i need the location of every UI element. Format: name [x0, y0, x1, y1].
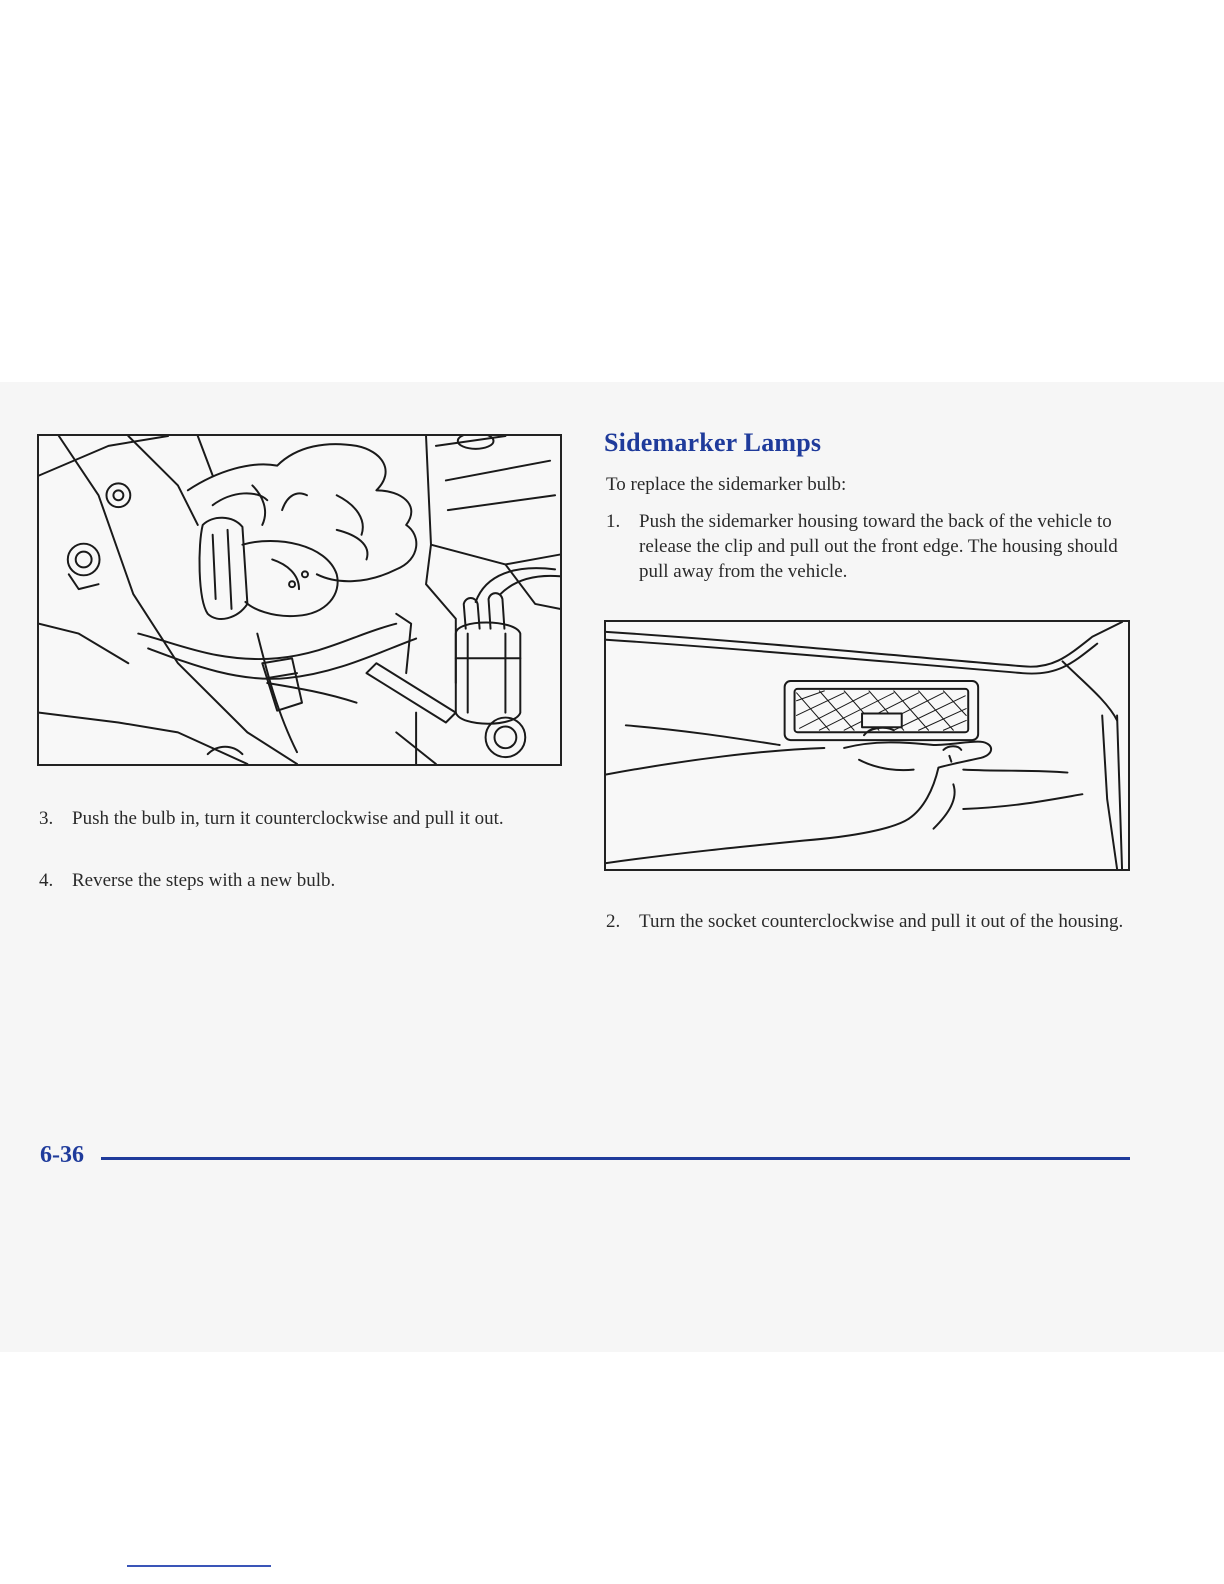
step-number: 3.	[39, 808, 54, 829]
section-title: Sidemarker Lamps	[604, 428, 822, 457]
step-number: 1.	[606, 511, 621, 532]
sidemarker-housing-drawing	[606, 622, 1128, 869]
sidemarker-housing-illustration	[604, 620, 1130, 871]
footer-rule	[101, 1157, 1130, 1160]
section-intro: To replace the sidemarker bulb:	[606, 474, 847, 495]
step-item	[39, 806, 559, 831]
step-text: Turn the socket counterclockwise and pull it out of the housing.	[639, 911, 1124, 932]
step-text: Reverse the steps with a new bulb.	[72, 870, 336, 891]
bulb-removal-illustration	[37, 434, 562, 766]
page-number: 6-36	[40, 1142, 84, 1168]
step-number: 4.	[39, 870, 54, 891]
step-item	[606, 909, 1126, 934]
step-item	[606, 509, 1126, 584]
step-item	[39, 868, 559, 893]
step-text: Push the sidemarker housing toward the back of the vehicle to release the clip and pull out the front edge. The housing should pull away from the vehicle.	[639, 511, 1118, 582]
step-number: 2.	[606, 911, 621, 932]
bottom-divider	[127, 1565, 271, 1567]
step-text: Push the bulb in, turn it counterclockwise and pull it out.	[72, 808, 504, 829]
bulb-removal-drawing	[39, 436, 560, 764]
